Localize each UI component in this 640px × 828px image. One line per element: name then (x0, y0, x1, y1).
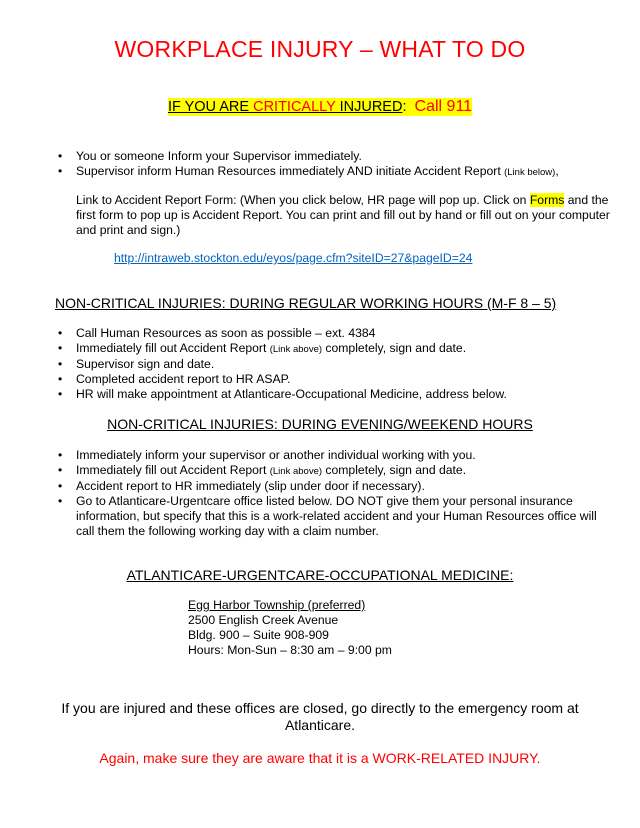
list-item (58, 164, 618, 180)
note-text-after: and the first form to pop up is Accident Report. You can print and fill out by hand or fill out on your computer and print and sign.) (76, 193, 610, 237)
list-item (58, 149, 618, 164)
critical-notice (0, 98, 640, 116)
critical-label (168, 99, 403, 115)
list-item (58, 326, 618, 341)
list-item-text: Immediately fill out Accident Report (76, 341, 270, 355)
critical-colon: : (402, 99, 407, 115)
list-item-text: Immediately fill out Accident Report (76, 463, 270, 477)
regular-hours-list (58, 326, 618, 402)
address-location: Egg Harbor Township (preferred) (188, 598, 366, 612)
list-item-text: Call Human Resources as soon as possible – ext. 4384 (76, 326, 376, 340)
critical-prefix: IF YOU ARE (167, 99, 254, 115)
list-item (58, 463, 618, 479)
list-item-text: completely, sign and date. (322, 463, 467, 477)
section-heading-regular-hours: NON-CRITICAL INJURIES: DURING REGULAR WORKING HOURS (M-F 8 – 5) (55, 295, 557, 311)
list-item (58, 494, 618, 539)
list-item (58, 341, 618, 357)
list-item-text: Go to Atlanticare-Urgentcare office listed below. DO NOT give them your personal insurance information, but specify that this is a work-related accident and your Human Resources office will call them the following working day with a claim number. (76, 494, 597, 538)
critical-highlight (168, 98, 472, 116)
note-text-before: Link to Accident Report Form: (When you click below, HR page will pop up. Click on (76, 193, 530, 207)
work-related-reminder: Again, make sure they are aware that it is a WORK-RELATED INJURY. (99, 750, 541, 766)
list-item-text: Supervisor inform Human Resources immediately AND initiate Accident Report (76, 164, 501, 178)
list-item (58, 372, 618, 387)
list-item (58, 479, 618, 494)
section-heading-urgentcare: ATLANTICARE-URGENTCARE-OCCUPATIONAL MEDICINE: (126, 567, 514, 583)
list-item-text: Immediately inform your supervisor or another individual working with you. (76, 448, 476, 462)
critical-emphasis: CRITICALLY (253, 99, 336, 115)
accident-report-note (76, 193, 616, 238)
list-item-text: You or someone Inform your Supervisor immediately. (76, 149, 362, 163)
urgentcare-address (188, 598, 392, 658)
list-item (58, 448, 618, 463)
list-item-text: Accident report to HR immediately (slip under door if necessary). (76, 479, 425, 493)
call-911: Call 911 (414, 98, 473, 115)
list-item-text: Completed accident report to HR ASAP. (76, 372, 291, 386)
link-above-note: (Link above) (269, 466, 323, 477)
accident-report-link[interactable]: http://intraweb.stockton.edu/eyos/page.cfm?siteID=27&pageID=24 (114, 251, 473, 265)
critical-suffix: INJURED (335, 99, 403, 115)
list-item (58, 357, 618, 372)
list-item-text: completely, sign and date. (322, 341, 467, 355)
list-item (58, 387, 618, 402)
list-item-text: HR will make appointment at Atlanticare-Occupational Medicine, address below. (76, 387, 507, 401)
address-street: 2500 English Creek Avenue (188, 613, 339, 627)
address-building: Bldg. 900 – Suite 908-909 (188, 628, 329, 642)
list-item-text: Supervisor sign and date. (76, 357, 215, 371)
list-item-tail: , (555, 164, 559, 178)
address-hours: Hours: Mon-Sun – 8:30 am – 9:00 pm (188, 643, 392, 657)
page-title: WORKPLACE INJURY – WHAT TO DO (114, 36, 526, 62)
closing-instructions: If you are injured and these offices are closed, go directly to the emergency room at Atlanticare. (61, 700, 579, 733)
forms-highlight: Forms (529, 193, 565, 207)
section-heading-evening-hours: NON-CRITICAL INJURIES: DURING EVENING/WEEKEND HOURS (107, 416, 533, 432)
link-above-note: (Link above) (269, 344, 323, 355)
link-below-note: (Link below) (504, 167, 556, 178)
evening-hours-list (58, 448, 618, 539)
critical-steps-list (58, 149, 618, 180)
